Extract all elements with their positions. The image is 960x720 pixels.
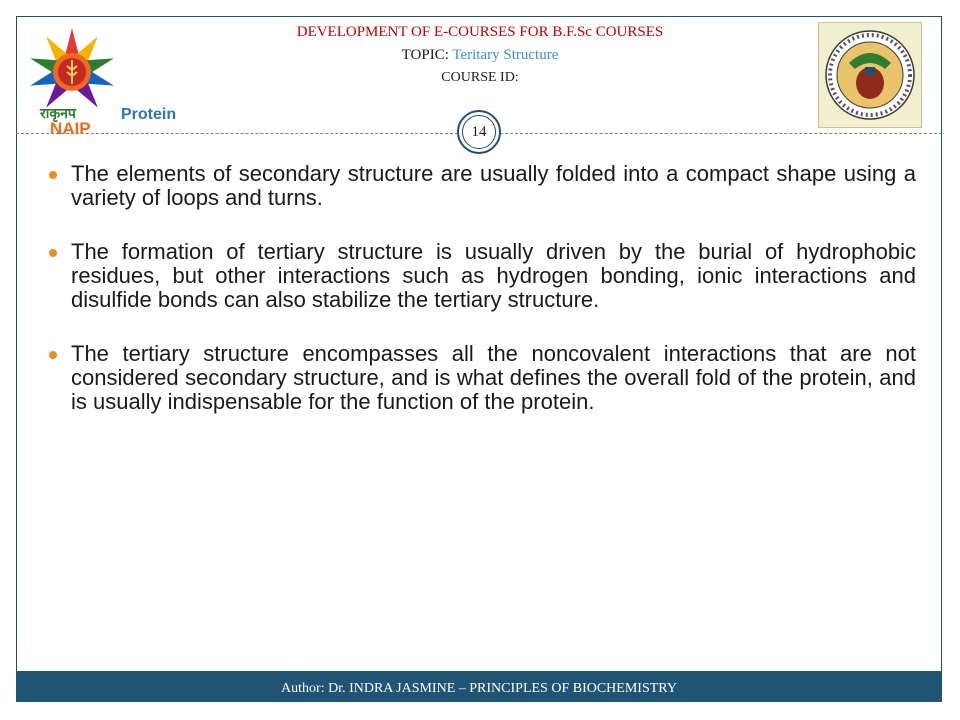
page-number-badge: [457, 110, 501, 154]
university-seal-icon: [818, 22, 922, 128]
page-number: 14: [471, 123, 487, 140]
footer-bar: [16, 671, 942, 702]
logo-naip-text: NAIP: [50, 119, 91, 134]
bullet-list: [44, 162, 916, 444]
bullet-text: The tertiary structure encompasses all the noncovalent interactions that are not considered secondary structure, and is what defines the overall fold of the protein, and is usually indispensable for the function of the protein.: [71, 341, 916, 414]
bullet-dot-icon: [49, 171, 57, 179]
course-id: COURSE ID:: [441, 70, 519, 85]
bullet-item: [44, 162, 916, 210]
section-label: Protein: [121, 106, 177, 123]
bullet-text: The formation of tertiary structure is usually driven by the burial of hydrophobic residues, but other interactions such as hydrogen bonding, ionic interactions and disulfide bonds can also stabilize the tertiary structure.: [71, 239, 916, 312]
logo-hindi-text: राकृनप: [40, 106, 76, 122]
bullet-dot-icon: [49, 249, 57, 257]
topic-value: Teritary Structure: [452, 47, 559, 63]
topic-line: [180, 47, 780, 64]
bullet-text: The elements of secondary structure are usually folded into a compact shape using a variety of loops and turns.: [71, 161, 916, 210]
bullet-dot-icon: [49, 351, 57, 359]
bullet-item: [44, 342, 916, 414]
naip-logo-icon: [20, 14, 130, 134]
topic-prefix: TOPIC:: [401, 47, 453, 63]
footer-author: Author: Dr. INDRA JASMINE – PRINCIPLES OF BIOCHEMISTRY: [281, 680, 677, 696]
bullet-item: [44, 240, 916, 312]
course-title: DEVELOPMENT OF E-COURSES FOR B.F.Sc COURSES: [296, 24, 664, 40]
